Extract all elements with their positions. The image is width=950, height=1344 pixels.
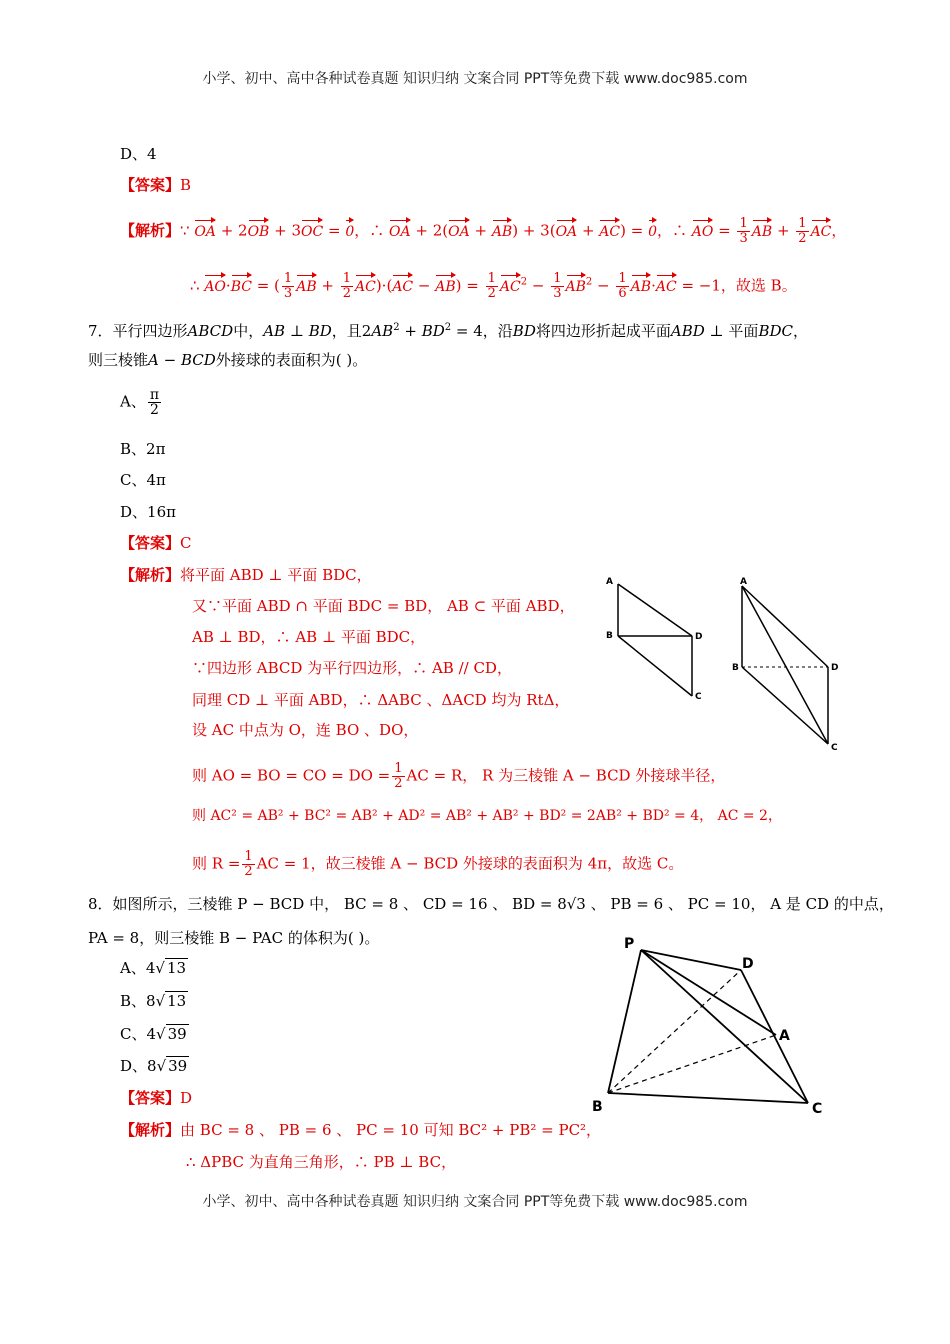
q6-option-d: D、4 bbox=[120, 145, 157, 163]
q6-conclusion: ，故选 B。 bbox=[720, 276, 797, 295]
label-C: C bbox=[831, 743, 838, 752]
q7-option-b[interactable]: B、2π bbox=[120, 440, 166, 458]
q8-option-c[interactable]: C、4√ 39 bbox=[120, 1025, 187, 1043]
q7-answer bbox=[120, 533, 192, 553]
q8-stem-line1: 8．如图所示，三棱锥 P − BCD 中， BC = 8 、 CD = 16 、 BD = 8√3 、 PB = 6 、 PC = 10， A 是 CD 的中点， bbox=[88, 895, 894, 913]
answer-value: B bbox=[180, 176, 192, 194]
q8-analysis-s1: 【解析】由 BC = 8 、 PB = 6 、 PC = 10 可知 BC² + PB² = PC²， bbox=[120, 1121, 602, 1139]
q7-stem-line1: 7．平行四边形ABCD中，AB ⊥ BD，且$2AB^2 + BD^2 = 4$，沿BD将四边形折起成平面ABD ⊥ 平面BDC， bbox=[88, 322, 808, 340]
q6-analysis-line1: 【解析】∵ OA + 2OB + 3OC = 0，∴ OA + 2(OA + AB) + 3(OA + AC) = 0，∴ AO = $\frac{1}{3}$ AB + $\frac{1}{2}$ AC， bbox=[120, 216, 847, 246]
q7-analysis-s1: 【解析】将平面 ABD ⊥ 平面 BDC， bbox=[120, 566, 372, 584]
q8-stem-line2: PA = 8，则三棱锥 B − PAC 的体积为( )。 bbox=[88, 929, 380, 947]
page-footer: 小学、初中、高中各种试卷真题 知识归纳 文案合同 PPT等免费下载 www.doc985.com bbox=[202, 1194, 748, 1210]
q7-option-d[interactable]: D、16π bbox=[120, 503, 176, 521]
label-D: D bbox=[695, 632, 703, 642]
q7-analysis-s3: AB ⊥ BD，∴ AB ⊥ 平面 BDC， bbox=[192, 628, 426, 646]
label-A: A bbox=[606, 577, 613, 587]
q8-analysis-s2: ∴ ΔPBC 为直角三角形，∴ PB ⊥ BC， bbox=[186, 1153, 457, 1171]
analysis-tag: 【解析】 bbox=[120, 1121, 181, 1139]
q7-figure-folded bbox=[730, 572, 845, 752]
answer-tag: 【答案】 bbox=[120, 176, 181, 194]
q8-figure-pyramid bbox=[586, 930, 846, 1120]
label-B: B bbox=[592, 1099, 603, 1115]
page-header: 小学、初中、高中各种试卷真题 知识归纳 文案合同 PPT等免费下载 www.doc985.com bbox=[202, 71, 748, 87]
label-C: C bbox=[695, 692, 702, 702]
label-D: D bbox=[742, 956, 754, 972]
q8-answer bbox=[120, 1088, 192, 1108]
answer-tag: 【答案】 bbox=[120, 534, 181, 552]
label-A: A bbox=[740, 577, 747, 587]
label-A: A bbox=[779, 1028, 790, 1044]
q7-analysis-s2: 又∵平面 ABD ∩ 平面 BDC = BD， AB ⊂ 平面 ABD， bbox=[192, 597, 575, 615]
label-B: B bbox=[606, 631, 613, 641]
answer-tag: 【答案】 bbox=[120, 1089, 181, 1107]
q7-figure-flat bbox=[600, 572, 710, 702]
q8-option-b[interactable]: B、8√ 13 bbox=[120, 992, 187, 1010]
q7-option-c[interactable]: C、4π bbox=[120, 471, 166, 489]
q7-option-a[interactable]: A、 $\frac{\pi}{2}$ bbox=[120, 387, 160, 418]
q8-option-a[interactable]: A、4√ 13 bbox=[120, 959, 187, 977]
q7-analysis-s6: 设 AC 中点为 O，连 BO 、DO， bbox=[192, 721, 419, 739]
q7-analysis-s7: 则 AO = BO = CO = DO = $\frac{1}{2}$ AC = R， R 为三棱锥 A − BCD 外接球半径， bbox=[192, 761, 726, 791]
answer-value: D bbox=[180, 1089, 193, 1107]
label-B: B bbox=[732, 663, 739, 673]
analysis-tag: 【解析】 bbox=[120, 566, 181, 584]
q6-analysis-line2: ∴ AO·BC = ( $\frac{1}{3}$ AB + $\frac{1}{2}$ AC)·(AC − AB) = $\frac{1}{2}$ $AC^2$ − $\frac{1}{3}$ $AB^2$ − $\frac{1}{6}$ AB·AC = −1，故选 B。 bbox=[190, 271, 797, 301]
label-C: C bbox=[812, 1101, 823, 1117]
q7-analysis-s4: ∵四边形 ABCD 为平行四边形，∴ AB // CD， bbox=[192, 659, 512, 677]
label-D: D bbox=[831, 663, 839, 673]
q8-option-d[interactable]: D、8√ 39 bbox=[120, 1057, 188, 1075]
q7-stem-line2: 则三棱锥A − BCD外接球的表面积为( )。 bbox=[88, 351, 368, 369]
analysis-tag: 【解析】 bbox=[120, 221, 181, 240]
q7-analysis-s5: 同理 CD ⊥ 平面 ABD，∴ ΔABC 、ΔACD 均为 RtΔ， bbox=[192, 691, 570, 709]
q7-analysis-s9: 则 R = $\frac{1}{2}$ AC = 1，故三棱锥 A − BCD 外接球的表面积为 4π，故选 C。 bbox=[192, 849, 684, 879]
q6-answer bbox=[120, 175, 191, 195]
answer-value: C bbox=[180, 534, 192, 552]
label-P: P bbox=[624, 936, 635, 952]
q7-analysis-s8: 则 AC² = AB² + BC² = AB² + AD² = AB² + AB² + BD² = 2AB² + BD² = 4， AC = 2， bbox=[192, 808, 782, 824]
